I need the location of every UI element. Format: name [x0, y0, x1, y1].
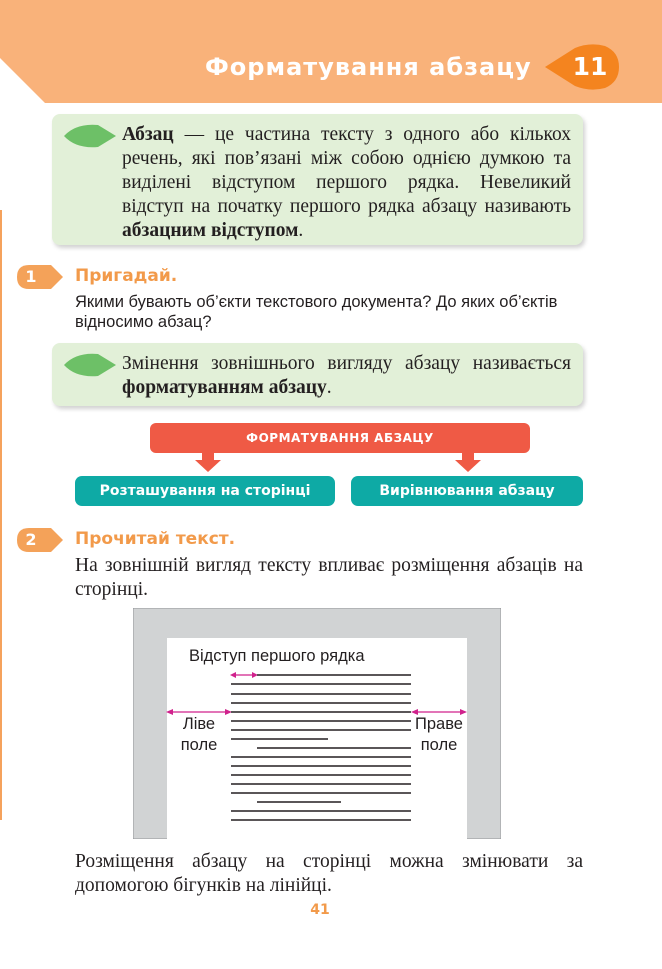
- page-number: 41: [310, 902, 330, 918]
- definition-end: .: [298, 220, 304, 241]
- arrow-down-left: [195, 452, 221, 472]
- step-2-number: 2: [25, 530, 37, 549]
- term-indent: абзацним відступом: [122, 220, 299, 241]
- step-1-question: Якими бувають об’єкти текстового документа? До яких об’єктів відносимо абзац?: [75, 293, 558, 331]
- step-1-title: Пригадай.: [75, 266, 178, 286]
- scheme-item-position: Розташування на сторінці: [75, 476, 335, 506]
- scheme-header: ФОРМАТУВАННЯ АБЗАЦУ: [150, 423, 530, 453]
- definition-formatting-end: .: [326, 377, 332, 398]
- definition-body: — це частина тексту з одного або кількох речень, які пов’язані між собою однією думкою та виділені відступом першого рядка. Невеликий відступ на початку першого рядка абзацу називають: [122, 124, 571, 217]
- leaf-icon: [62, 121, 118, 151]
- first-line-indent-label: Відступ першого рядка: [189, 647, 365, 665]
- term-formatting: форматуванням абзацу: [122, 377, 327, 398]
- scheme-item-alignment: Вирівнювання абзацу: [351, 476, 583, 506]
- arrow-down-right: [455, 452, 481, 472]
- definition-paragraph-text: [122, 123, 571, 243]
- chapter-title: Форматування абзацу: [205, 53, 532, 81]
- step-2-text-content: На зовнішній вигляд тексту впливає розміщення абзаців на сторінці.: [75, 555, 583, 600]
- step-2-title: Прочитай текст.: [75, 529, 236, 549]
- right-margin-label-line1: Праве: [415, 715, 463, 733]
- chapter-number-badge: 11: [572, 52, 608, 81]
- left-margin-label-line2: поле: [180, 736, 218, 754]
- step-2-text: [75, 554, 583, 602]
- term-paragraph: Абзац: [122, 124, 174, 145]
- leaf-icon: [62, 350, 118, 380]
- step-1-number: 1: [25, 267, 37, 286]
- chapter-banner: [0, 0, 662, 103]
- paragraph-layout-figure: [133, 608, 501, 839]
- closing-text: [75, 850, 583, 898]
- right-margin-label-line2: поле: [420, 736, 458, 754]
- left-margin-label-line1: Ліве: [182, 715, 216, 733]
- definition-formatting-text: [122, 352, 571, 400]
- closing-text-content: Розміщення абзацу на сторінці можна змінювати за допомогою бігунків на лінійці.: [75, 851, 583, 896]
- definition-formatting-body: Змінення зовнішнього вигляду абзацу називається: [122, 353, 571, 374]
- side-margin-line: [0, 210, 2, 820]
